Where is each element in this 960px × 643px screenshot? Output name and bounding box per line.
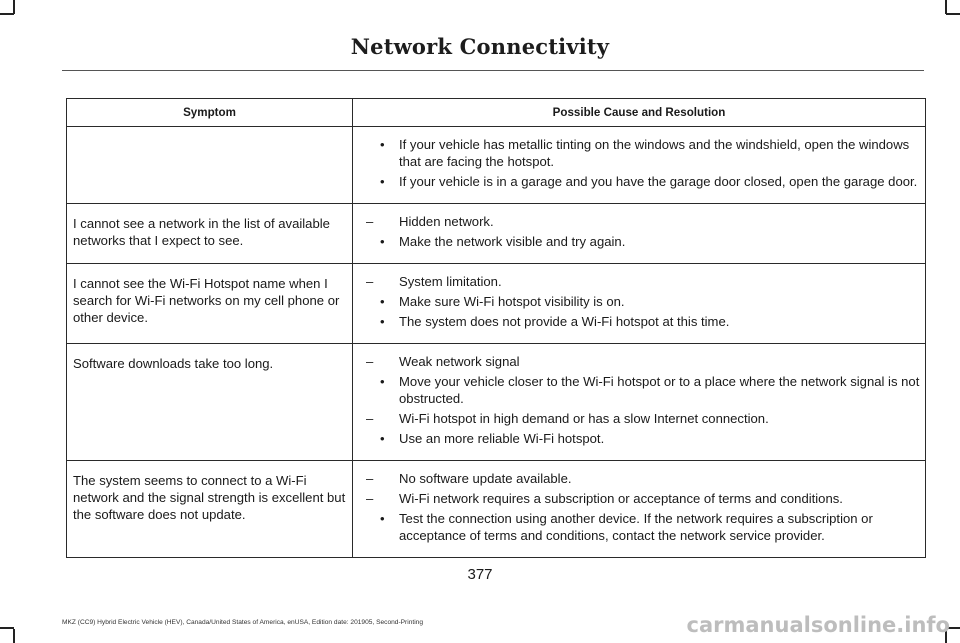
title-divider — [62, 70, 924, 71]
item-text: Wi-Fi network requires a subscription or acceptance of terms and conditions. — [399, 491, 843, 506]
dash-marker: – — [366, 274, 374, 289]
crop-mark-top-right-h — [946, 13, 960, 15]
cause-item — [353, 410, 923, 427]
cause-item — [353, 273, 923, 290]
table-row — [67, 344, 926, 461]
bullet-marker: • — [380, 431, 385, 446]
dash-marker: – — [366, 471, 374, 486]
cause-item — [353, 470, 923, 487]
cause-item — [353, 490, 923, 507]
crop-mark-bottom-left-h — [0, 627, 14, 629]
symptom-cell: I cannot see a network in the list of available networks that I expect to see. — [67, 204, 353, 264]
resolution-cell — [353, 264, 926, 344]
page-title: Network Connectivity — [350, 34, 610, 59]
symptom-cell: The system seems to connect to a Wi-Fi network and the signal strength is excellent but the software does not update. — [67, 461, 353, 558]
item-text: If your vehicle has metallic tinting on the windows and the windshield, open the windows that are facing the hotspot. — [399, 137, 910, 169]
resolution-bullet — [353, 373, 923, 407]
item-text: Make the network visible and try again. — [399, 234, 626, 249]
resolution-cell — [353, 204, 926, 264]
resolution-cell — [353, 127, 926, 204]
resolution-bullet — [353, 136, 923, 170]
bullet-marker: • — [380, 137, 385, 152]
item-text: The system does not provide a Wi-Fi hotspot at this time. — [399, 314, 730, 329]
item-text: Use an more reliable Wi-Fi hotspot. — [399, 431, 605, 446]
table-row — [67, 461, 926, 558]
bullet-marker: • — [380, 234, 385, 249]
bullet-marker: • — [380, 314, 385, 329]
resolution-bullet — [353, 293, 923, 310]
symptom-cell: I cannot see the Wi-Fi Hotspot name when I search for Wi-Fi networks on my cell phone or other device. — [67, 264, 353, 344]
cause-item — [353, 353, 923, 370]
table-row — [67, 204, 926, 264]
dash-marker: – — [366, 411, 374, 426]
bullet-marker: • — [380, 511, 385, 526]
edition-footer: MKZ (CC9) Hybrid Electric Vehicle (HEV), Canada/United States of America, enUSA, Edition date: 201905, Second-Printing — [62, 619, 423, 626]
page-number: 377 — [467, 566, 493, 583]
resolution-cell — [353, 344, 926, 461]
crop-mark-top-left-v — [13, 0, 15, 14]
table-row — [67, 264, 926, 344]
bullet-marker: • — [380, 294, 385, 309]
item-text: Hidden network. — [399, 214, 494, 229]
troubleshooting-table — [66, 98, 926, 558]
dash-marker: – — [366, 354, 374, 369]
resolution-cell — [353, 461, 926, 558]
item-text: Move your vehicle closer to the Wi-Fi hotspot or to a place where the network signal is not obstructed. — [399, 374, 920, 406]
table-header-row — [67, 99, 926, 127]
table-row — [67, 127, 926, 204]
dash-marker: – — [366, 214, 374, 229]
column-header-symptom: Symptom — [67, 99, 353, 127]
column-header-cause: Possible Cause and Resolution — [353, 99, 926, 127]
resolution-bullet — [353, 510, 923, 544]
dash-marker: – — [366, 491, 374, 506]
symptom-cell — [67, 127, 353, 204]
item-text: Weak network signal — [399, 354, 520, 369]
cause-item — [353, 213, 923, 230]
resolution-bullet — [353, 173, 923, 190]
crop-mark-top-right-v — [945, 0, 947, 14]
symptom-cell: Software downloads take too long. — [67, 344, 353, 461]
item-text: System limitation. — [399, 274, 502, 289]
resolution-bullet — [353, 313, 923, 330]
watermark: carmanualsonline.info — [686, 613, 950, 637]
item-text: Wi-Fi hotspot in high demand or has a slow Internet connection. — [399, 411, 769, 426]
crop-mark-bottom-left-v — [13, 629, 15, 643]
resolution-bullet — [353, 430, 923, 447]
bullet-marker: • — [380, 174, 385, 189]
item-text: If your vehicle is in a garage and you have the garage door closed, open the garage door. — [399, 174, 918, 189]
item-text: No software update available. — [399, 471, 572, 486]
resolution-bullet — [353, 233, 923, 250]
crop-mark-top-left-h — [0, 13, 14, 15]
item-text: Test the connection using another device. If the network requires a subscription or acceptance of terms and conditions, contact the network service provider. — [399, 511, 873, 543]
item-text: Make sure Wi-Fi hotspot visibility is on. — [399, 294, 625, 309]
bullet-marker: • — [380, 374, 385, 389]
